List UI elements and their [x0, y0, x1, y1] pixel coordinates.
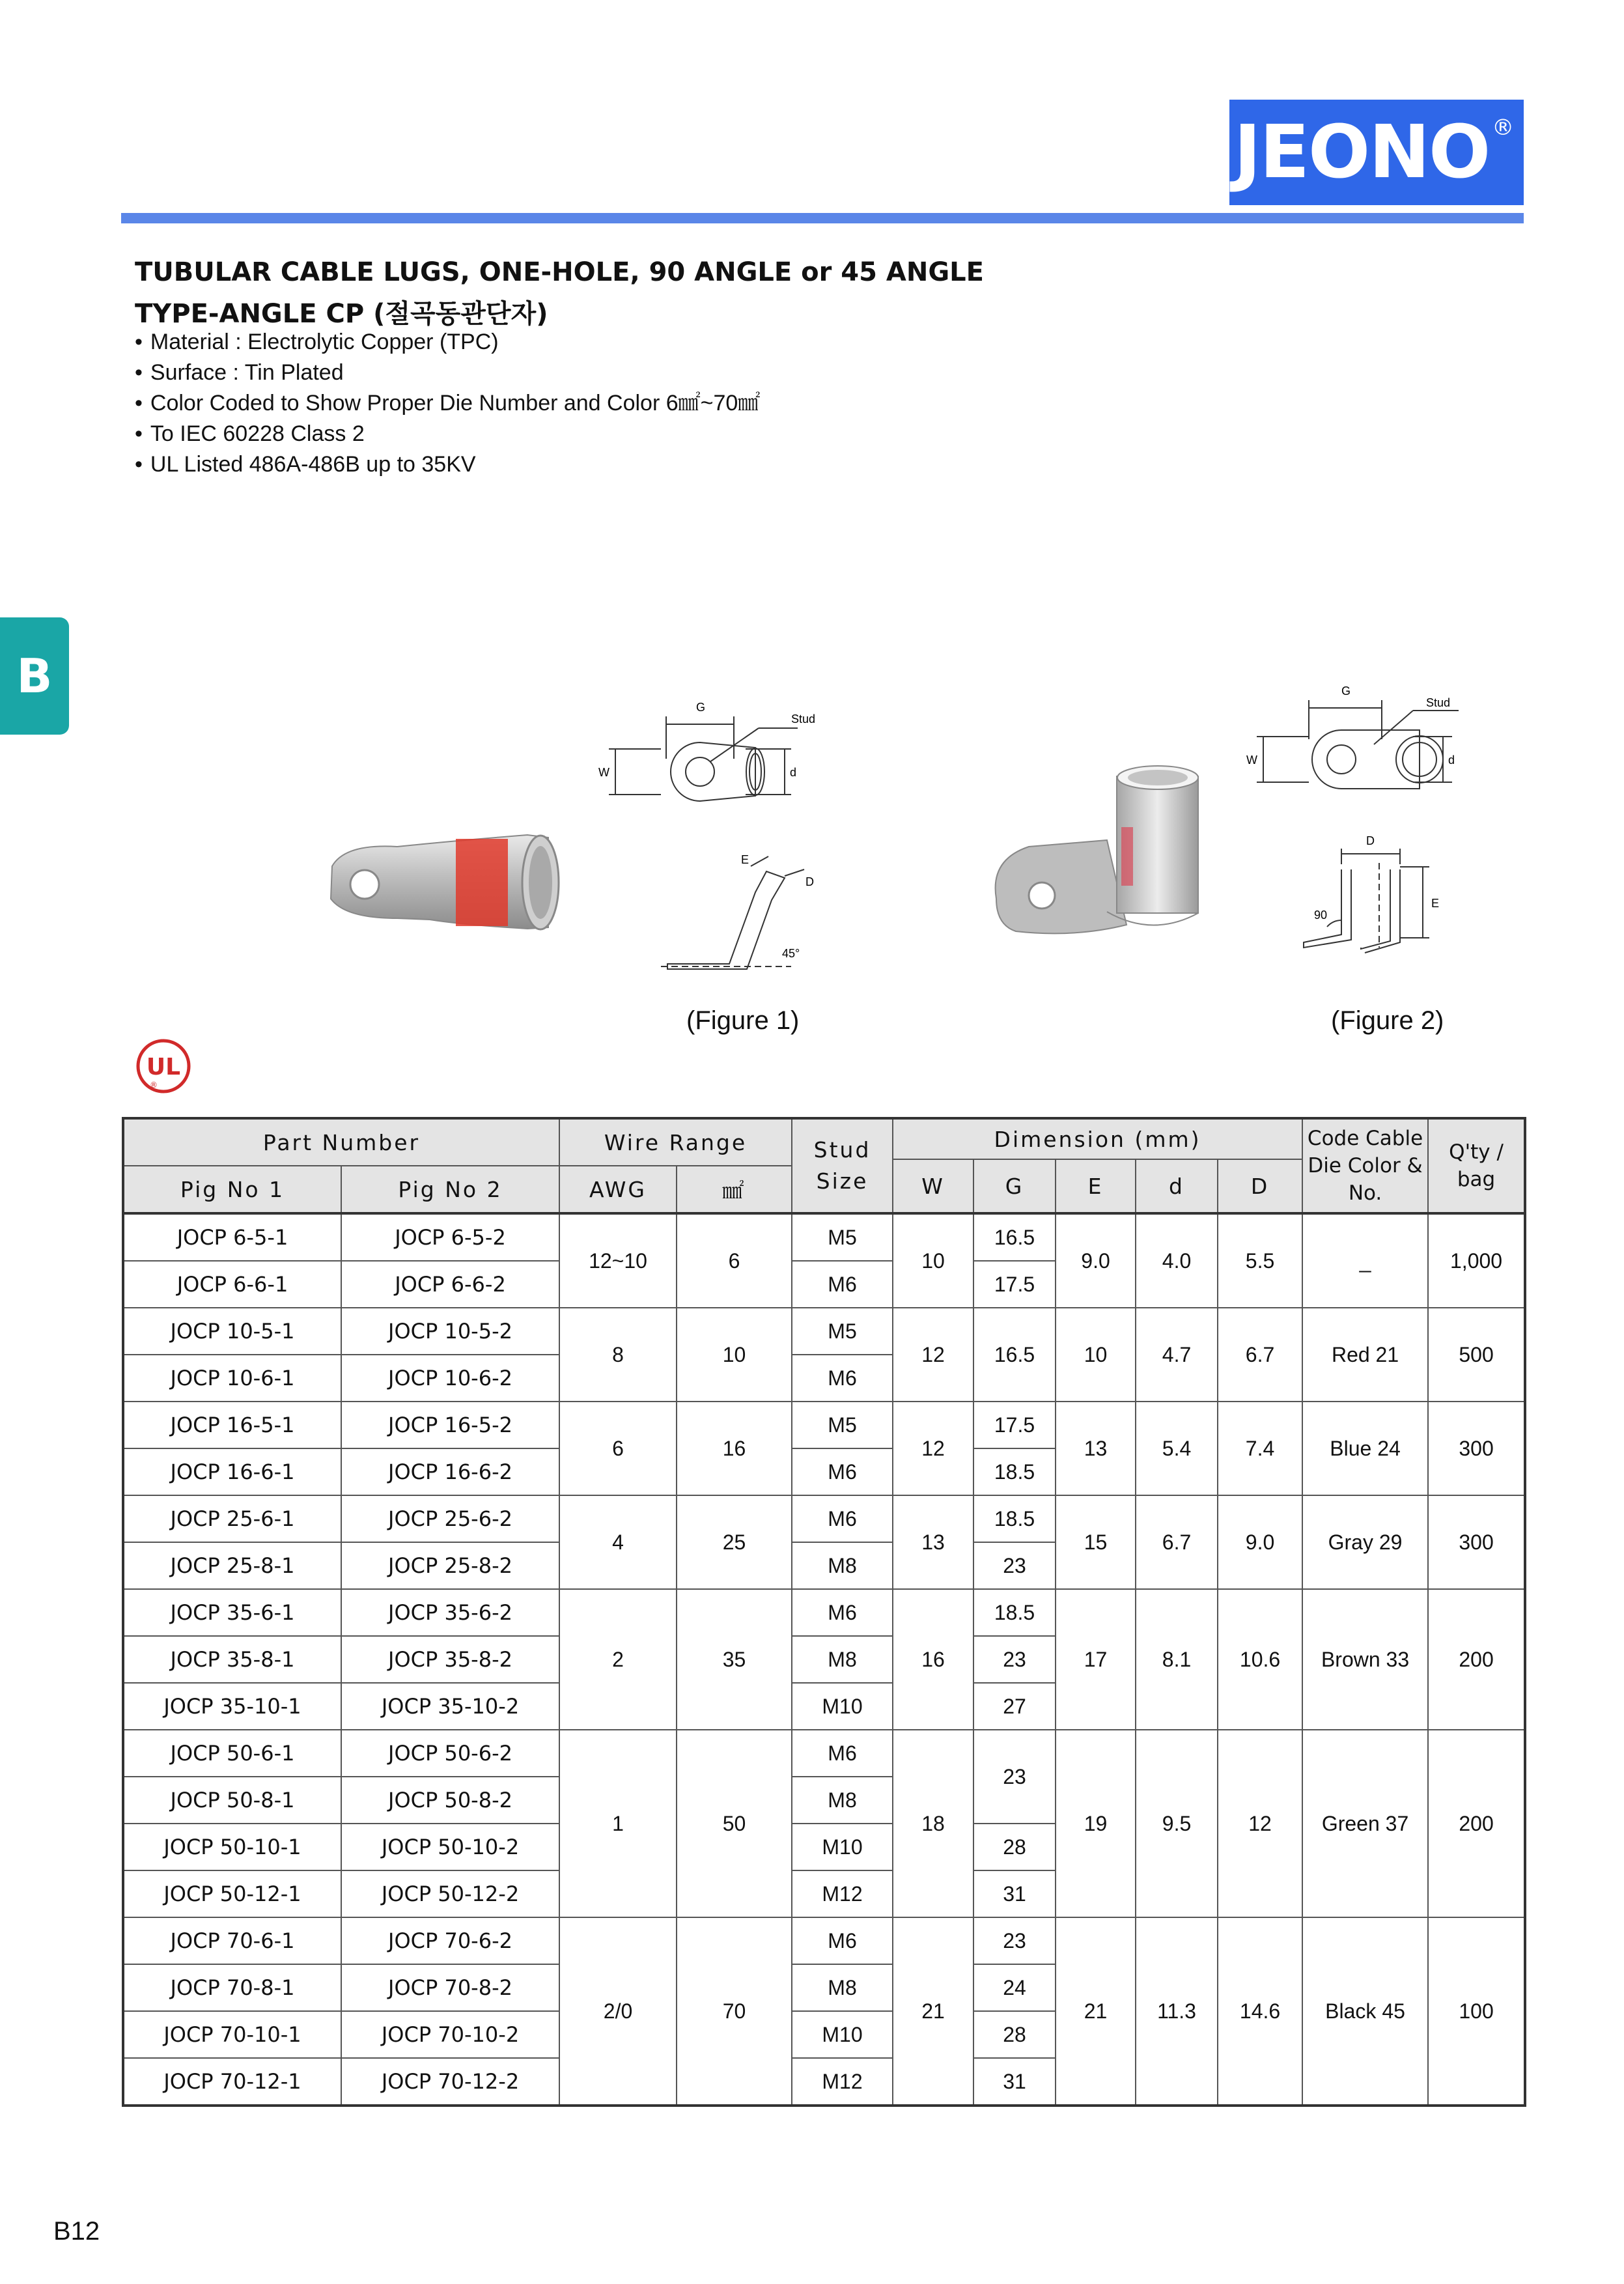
spec-item: • Color Coded to Show Proper Die Number and Color 6㎟~70㎟ — [135, 388, 760, 419]
cell-stud: M5 — [792, 1213, 893, 1261]
cell-stud: M10 — [792, 1824, 893, 1870]
fig1-label-e: E — [741, 853, 749, 866]
lug-photo-straight — [319, 821, 573, 951]
fig2-label-g: G — [1341, 684, 1351, 698]
cell-pig1: JOCP 10-6-1 — [123, 1355, 341, 1402]
cell-g: 17.5 — [973, 1261, 1056, 1308]
cell-pig2: JOCP 25-6-2 — [341, 1495, 559, 1542]
cell-stud: M6 — [792, 1355, 893, 1402]
cell-qty: 1,000 — [1428, 1213, 1525, 1308]
cell-mm2: 16 — [677, 1402, 792, 1495]
cell-d-small: 8.1 — [1136, 1589, 1218, 1730]
table-row — [123, 1495, 1525, 1542]
header-dimension: Dimension (mm) — [893, 1118, 1302, 1159]
cell-stud: M10 — [792, 1683, 893, 1730]
cell-stud: M6 — [792, 1589, 893, 1636]
cell-stud: M12 — [792, 1870, 893, 1917]
cell-pig2: JOCP 50-6-2 — [341, 1730, 559, 1777]
spec-table — [122, 1117, 1526, 2107]
cell-d-large: 14.6 — [1218, 1917, 1302, 2106]
fig1-label-d: d — [790, 766, 797, 779]
cell-d-large: 9.0 — [1218, 1495, 1302, 1589]
cell-stud: M5 — [792, 1308, 893, 1355]
lug-drawing-45 — [596, 697, 856, 983]
cell-awg: 6 — [559, 1402, 677, 1495]
cell-pig2: JOCP 35-8-2 — [341, 1636, 559, 1683]
cell-awg: 2/0 — [559, 1917, 677, 2106]
cell-pig2: JOCP 16-6-2 — [341, 1448, 559, 1495]
cell-die-color: Black 45 — [1302, 1917, 1428, 2106]
cell-mm2: 10 — [677, 1308, 792, 1402]
page-title: TUBULAR CABLE LUGS, ONE-HOLE, 90 ANGLE or 45 ANGLE — [135, 257, 984, 287]
cell-pig1: JOCP 70-8-1 — [123, 1964, 341, 2011]
header-pig2: Pig No 2 — [341, 1166, 559, 1213]
cell-pig2: JOCP 10-6-2 — [341, 1355, 559, 1402]
cell-pig2: JOCP 70-6-2 — [341, 1917, 559, 1964]
cell-awg: 4 — [559, 1495, 677, 1589]
cell-stud: M8 — [792, 1542, 893, 1589]
cell-d-small: 11.3 — [1136, 1917, 1218, 2106]
cell-g: 18.5 — [973, 1495, 1056, 1542]
cell-w: 18 — [893, 1730, 973, 1917]
cell-d-small: 6.7 — [1136, 1495, 1218, 1589]
cell-g: 27 — [973, 1683, 1056, 1730]
page-number: B12 — [53, 2217, 100, 2246]
cell-die-color: Gray 29 — [1302, 1495, 1428, 1589]
cell-w: 12 — [893, 1308, 973, 1402]
table-row — [123, 1308, 1525, 1355]
cell-stud: M10 — [792, 2011, 893, 2058]
fig1-label-stud: Stud — [791, 712, 816, 726]
cell-qty: 300 — [1428, 1402, 1525, 1495]
cell-awg: 2 — [559, 1589, 677, 1730]
cell-d-large: 5.5 — [1218, 1213, 1302, 1308]
cell-d-large: 12 — [1218, 1730, 1302, 1917]
fig2-label-d: d — [1448, 754, 1455, 767]
spec-item: • Material : Electrolytic Copper (TPC) — [135, 327, 760, 358]
cell-pig2: JOCP 35-6-2 — [341, 1589, 559, 1636]
cell-pig2: JOCP 6-5-2 — [341, 1213, 559, 1261]
cell-e: 13 — [1056, 1402, 1136, 1495]
figure1-caption: (Figure 1) — [686, 1006, 800, 1035]
cell-g: 23 — [973, 1542, 1056, 1589]
fig2-label-stud: Stud — [1426, 696, 1451, 709]
cell-qty: 100 — [1428, 1917, 1525, 2106]
cell-pig1: JOCP 50-8-1 — [123, 1777, 341, 1824]
table-row — [123, 1402, 1525, 1448]
cell-w: 21 — [893, 1917, 973, 2106]
cell-pig2: JOCP 10-5-2 — [341, 1308, 559, 1355]
cell-d-large: 7.4 — [1218, 1402, 1302, 1495]
cell-mm2: 50 — [677, 1730, 792, 1917]
header-code-cable: Code Cable Die Color & No. — [1302, 1118, 1428, 1213]
cell-mm2: 35 — [677, 1589, 792, 1730]
cell-die-color: Red 21 — [1302, 1308, 1428, 1402]
figure2-caption: (Figure 2) — [1331, 1006, 1444, 1035]
cell-g: 23 — [973, 1730, 1056, 1824]
header-rule — [121, 213, 1524, 223]
cell-g: 16.5 — [973, 1308, 1056, 1402]
cell-mm2: 70 — [677, 1917, 792, 2106]
spec-item: • Surface : Tin Plated — [135, 358, 760, 388]
fig1-label-w: W — [598, 766, 609, 779]
cell-w: 12 — [893, 1402, 973, 1495]
cell-pig1: JOCP 35-6-1 — [123, 1589, 341, 1636]
cell-g: 16.5 — [973, 1213, 1056, 1261]
table-row — [123, 1730, 1525, 1777]
cell-d-small: 4.7 — [1136, 1308, 1218, 1402]
spec-table-body — [123, 1213, 1525, 2106]
cell-d-small: 5.4 — [1136, 1402, 1218, 1495]
cell-g: 24 — [973, 1964, 1056, 2011]
cell-e: 17 — [1056, 1589, 1136, 1730]
header-mm2: ㎟ — [677, 1166, 792, 1213]
cell-pig1: JOCP 35-8-1 — [123, 1636, 341, 1683]
cell-g: 23 — [973, 1636, 1056, 1683]
cell-awg: 12~10 — [559, 1213, 677, 1308]
cell-g: 28 — [973, 2011, 1056, 2058]
cell-qty: 200 — [1428, 1730, 1525, 1917]
header-g: G — [973, 1159, 1056, 1213]
cell-pig1: JOCP 25-6-1 — [123, 1495, 341, 1542]
ul-mark-registered: ® — [150, 1080, 158, 1090]
cell-d-small: 4.0 — [1136, 1213, 1218, 1308]
cell-pig1: JOCP 70-10-1 — [123, 2011, 341, 2058]
cell-pig1: JOCP 50-6-1 — [123, 1730, 341, 1777]
cell-e: 21 — [1056, 1917, 1136, 2106]
cell-pig2: JOCP 50-8-2 — [341, 1777, 559, 1824]
cell-pig1: JOCP 25-8-1 — [123, 1542, 341, 1589]
header-d-small: d — [1136, 1159, 1218, 1213]
cell-e: 19 — [1056, 1730, 1136, 1917]
cell-pig1: JOCP 16-5-1 — [123, 1402, 341, 1448]
cell-stud: M5 — [792, 1402, 893, 1448]
ul-mark-text: UL — [146, 1054, 181, 1080]
cell-die-color: Blue 24 — [1302, 1402, 1428, 1495]
cell-e: 10 — [1056, 1308, 1136, 1402]
section-tab-label: B — [16, 649, 53, 703]
section-tab — [0, 617, 69, 735]
cell-die-color: Green 37 — [1302, 1730, 1428, 1917]
cell-d-large: 6.7 — [1218, 1308, 1302, 1402]
cell-stud: M6 — [792, 1730, 893, 1777]
cell-pig1: JOCP 70-6-1 — [123, 1917, 341, 1964]
fig2-label-angle: 90 — [1314, 909, 1328, 922]
cell-e: 9.0 — [1056, 1213, 1136, 1308]
cell-pig1: JOCP 10-5-1 — [123, 1308, 341, 1355]
registered-mark: ® — [1492, 115, 1513, 141]
cell-pig2: JOCP 70-10-2 — [341, 2011, 559, 2058]
cell-w: 13 — [893, 1495, 973, 1589]
fig2-label-D: D — [1366, 834, 1375, 847]
cell-pig2: JOCP 50-12-2 — [341, 1870, 559, 1917]
fig2-label-w: W — [1246, 754, 1257, 767]
cell-awg: 8 — [559, 1308, 677, 1402]
cell-pig2: JOCP 70-12-2 — [341, 2058, 559, 2106]
cell-stud: M12 — [792, 2058, 893, 2106]
spec-list — [135, 327, 760, 480]
cell-w: 10 — [893, 1213, 973, 1308]
cell-mm2: 25 — [677, 1495, 792, 1589]
cell-d-large: 10.6 — [1218, 1589, 1302, 1730]
brand-logo-text: JEONO — [1233, 110, 1490, 195]
header-d-large: D — [1218, 1159, 1302, 1213]
cell-qty: 300 — [1428, 1495, 1525, 1589]
cell-pig1: JOCP 6-6-1 — [123, 1261, 341, 1308]
cell-die-color: Brown 33 — [1302, 1589, 1428, 1730]
cell-g: 23 — [973, 1917, 1056, 1964]
lug-drawing-90 — [1244, 681, 1491, 967]
lug-photo-90 — [977, 762, 1224, 957]
cell-mm2: 6 — [677, 1213, 792, 1308]
cell-pig2: JOCP 50-10-2 — [341, 1824, 559, 1870]
spec-item: • To IEC 60228 Class 2 — [135, 419, 760, 449]
cell-pig2: JOCP 25-8-2 — [341, 1542, 559, 1589]
fig1-label-g: G — [696, 701, 706, 714]
cell-stud: M6 — [792, 1495, 893, 1542]
cell-awg: 1 — [559, 1730, 677, 1917]
fig1-label-angle: 45° — [782, 947, 800, 960]
cell-qty: 500 — [1428, 1308, 1525, 1402]
cell-g: 18.5 — [973, 1448, 1056, 1495]
cell-d-small: 9.5 — [1136, 1730, 1218, 1917]
cell-pig1: JOCP 16-6-1 — [123, 1448, 341, 1495]
cell-g: 28 — [973, 1824, 1056, 1870]
table-row — [123, 1213, 1525, 1261]
cell-pig1: JOCP 35-10-1 — [123, 1683, 341, 1730]
cell-stud: M8 — [792, 1964, 893, 2011]
header-stud-size: Stud Size — [792, 1118, 893, 1213]
header-part-number: Part Number — [123, 1118, 559, 1166]
cell-pig1: JOCP 6-5-1 — [123, 1213, 341, 1261]
cell-pig1: JOCP 50-12-1 — [123, 1870, 341, 1917]
cell-w: 16 — [893, 1589, 973, 1730]
cell-stud: M8 — [792, 1777, 893, 1824]
cell-stud: M6 — [792, 1448, 893, 1495]
header-wire-range: Wire Range — [559, 1118, 792, 1166]
cell-pig1: JOCP 50-10-1 — [123, 1824, 341, 1870]
cell-g: 17.5 — [973, 1402, 1056, 1448]
cell-pig2: JOCP 16-5-2 — [341, 1402, 559, 1448]
cell-g: 18.5 — [973, 1589, 1056, 1636]
fig1-label-D: D — [805, 875, 814, 888]
fig2-label-e: E — [1431, 897, 1440, 910]
cell-stud: M6 — [792, 1261, 893, 1308]
cell-g: 31 — [973, 1870, 1056, 1917]
cell-pig2: JOCP 35-10-2 — [341, 1683, 559, 1730]
header-w: W — [893, 1159, 973, 1213]
ul-listed-icon — [135, 1038, 191, 1094]
table-row — [123, 1917, 1525, 1964]
cell-pig2: JOCP 70-8-2 — [341, 1964, 559, 2011]
cell-stud: M6 — [792, 1917, 893, 1964]
cell-pig2: JOCP 6-6-2 — [341, 1261, 559, 1308]
cell-stud: M8 — [792, 1636, 893, 1683]
brand-logo — [1229, 100, 1524, 205]
cell-die-color: _ — [1302, 1213, 1428, 1308]
header-awg: AWG — [559, 1166, 677, 1213]
cell-e: 15 — [1056, 1495, 1136, 1589]
cell-pig1: JOCP 70-12-1 — [123, 2058, 341, 2106]
table-row — [123, 1589, 1525, 1636]
page-subtitle: TYPE-ANGLE CP (절곡동관단자) — [135, 299, 548, 329]
header-pig1: Pig No 1 — [123, 1166, 341, 1213]
cell-qty: 200 — [1428, 1589, 1525, 1730]
spec-item: • UL Listed 486A-486B up to 35KV — [135, 449, 760, 480]
header-e: E — [1056, 1159, 1136, 1213]
header-qty: Q'ty / bag — [1428, 1118, 1525, 1213]
cell-g: 31 — [973, 2058, 1056, 2106]
